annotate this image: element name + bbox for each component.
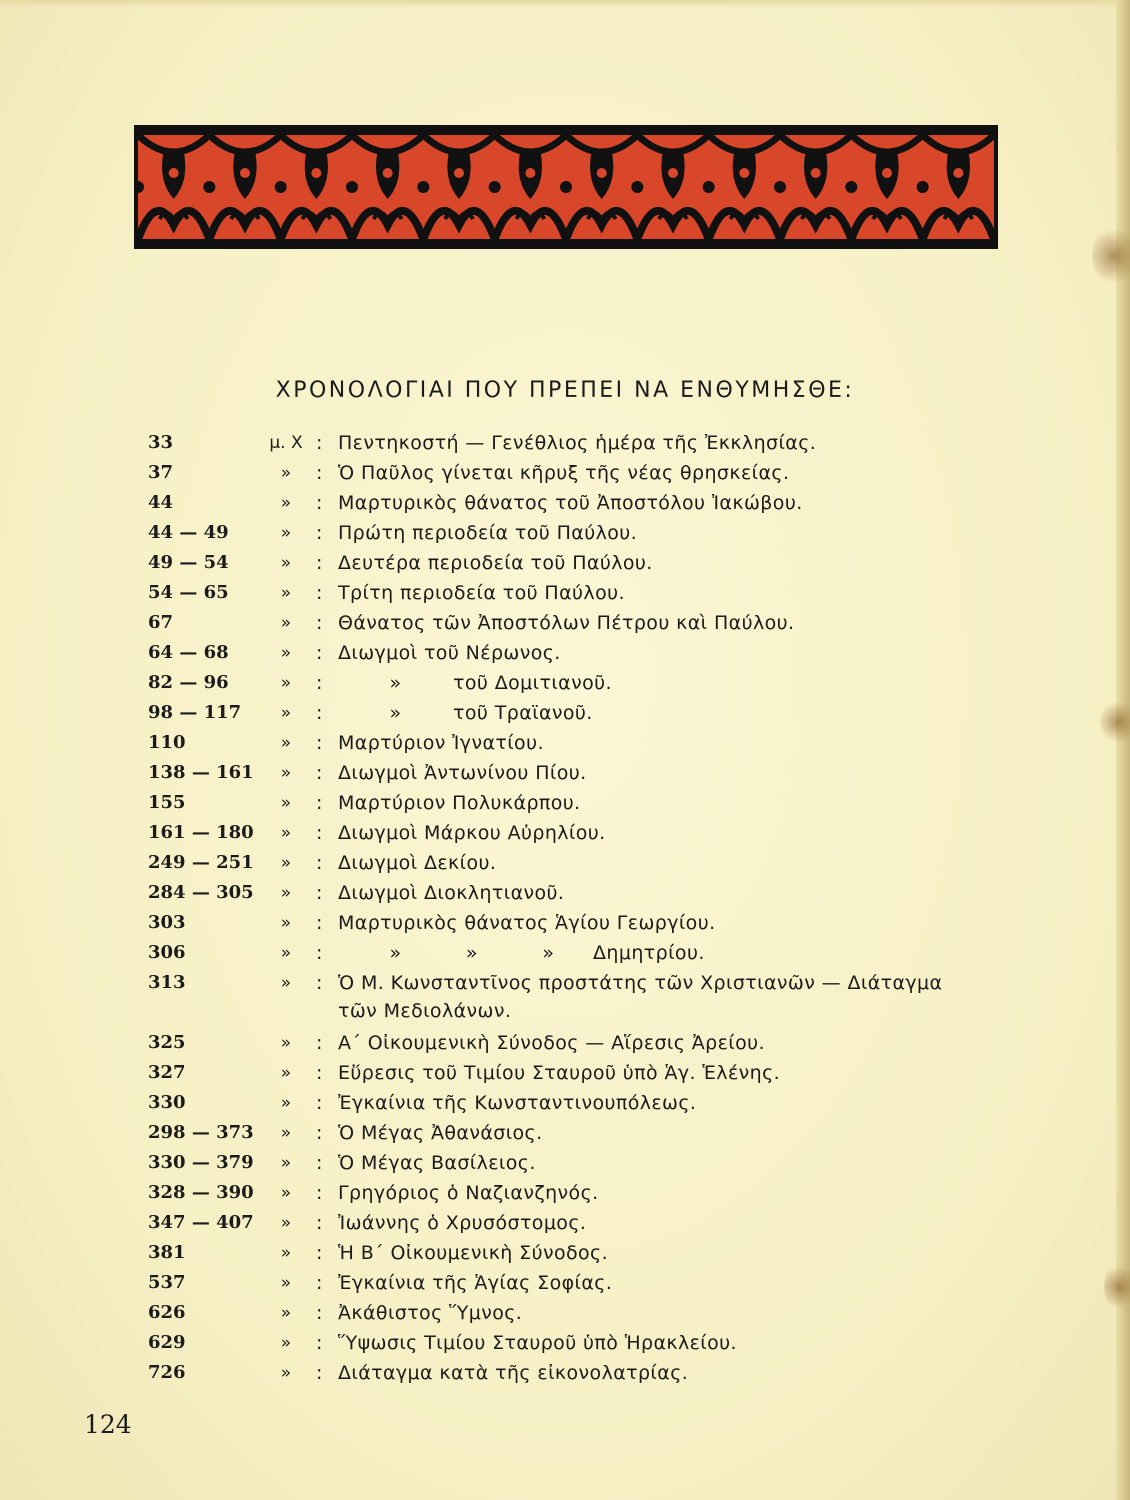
ornament-motif — [525, 168, 535, 178]
entry-era: » — [280, 1123, 292, 1143]
page-number: 124 — [84, 1410, 132, 1439]
entry-separator: : — [316, 1362, 323, 1384]
ornament-motif — [209, 135, 280, 152]
ornament-motif — [445, 213, 473, 219]
entry-event: Ὁ Μέγας Βασίλειος. — [338, 1152, 536, 1174]
ornament-motif — [489, 181, 501, 193]
entry-event: Διωγμοὶ Διοκλητιανοῦ. — [338, 882, 565, 904]
ornament-motif — [709, 135, 780, 152]
entry-event: Α΄ Οἰκουμενικὴ Σύνοδος — Αἵρεσις Ἀρείου. — [338, 1032, 765, 1054]
ornament-motif — [275, 181, 287, 193]
chronology-entry — [0, 668, 1130, 698]
entry-event: Μαρτυρικὸς θάνατος τοῦ Ἀποστόλου Ἰακώβου. — [338, 492, 803, 514]
ornament-motif — [631, 181, 643, 193]
entry-event: Γρηγόριος ὁ Ναζιανζηνός. — [338, 1182, 599, 1204]
entry-date: 306 — [148, 942, 186, 963]
entry-event: Θάνατος τῶν Ἀποστόλων Πέτρου καὶ Παύλου. — [338, 612, 795, 634]
foxing-stain — [1092, 226, 1130, 286]
ornament-motif — [417, 181, 429, 193]
chronology-entry — [0, 698, 1130, 728]
ornament-motif — [953, 168, 963, 178]
chronology-entry — [0, 908, 1130, 938]
ornament-motif — [240, 168, 250, 178]
chronology-entry — [0, 548, 1130, 578]
chronology-entry — [0, 488, 1130, 518]
entry-event: Ἐγκαίνια τῆς Κωνσταντινουπόλεως. — [338, 1092, 697, 1114]
entry-event: Μαρτύριον Πολυκάρπου. — [338, 792, 581, 814]
chronology-entry — [0, 728, 1130, 758]
ornament-motif — [560, 181, 572, 193]
ornament-motif — [383, 168, 393, 178]
entry-separator: : — [316, 822, 323, 844]
chronology-entry — [0, 758, 1130, 788]
entry-separator: : — [316, 1092, 323, 1114]
entry-separator: : — [316, 1182, 323, 1204]
chronology-entry — [0, 788, 1130, 818]
page-heading: ΧΡΟΝΟΛΟΓΙΑΙ ΠΟΥ ΠΡΕΠΕΙ ΝΑ ΕΝΘΥΜΗΣΘΕ: — [275, 378, 855, 403]
ornament-motif — [495, 211, 566, 239]
entry-date: 330 — 379 — [148, 1152, 254, 1173]
entry-event: Ἐγκαίνια τῆς Ἁγίας Σοφίας. — [338, 1272, 613, 1294]
entry-separator: : — [316, 1122, 323, 1144]
entry-era: » — [280, 643, 292, 663]
entry-separator: : — [316, 762, 323, 784]
ornament-motif — [851, 135, 922, 152]
decorative-ornament-band — [134, 125, 998, 249]
entry-separator: : — [316, 672, 323, 694]
ornament-motif — [352, 211, 423, 239]
chronology-entry — [0, 818, 1130, 848]
entry-era: » — [280, 583, 292, 603]
ornament-motif — [566, 135, 637, 152]
ornament-motif — [588, 213, 616, 219]
entry-event: Ὁ Μ. Κωνσταντῖνος προστάτης τῶν Χριστιανῶν — Διάταγμα τῶν Μεδιολάνων. — [338, 972, 943, 1022]
chronology-entry — [0, 968, 1130, 1028]
entry-era: » — [280, 853, 292, 873]
chronology-entry — [0, 1298, 1130, 1328]
entry-separator: : — [316, 552, 323, 574]
ornament-motif — [516, 213, 544, 219]
ornament-motif — [566, 211, 637, 239]
entry-event: Εὕρεσις τοῦ Τιμίου Σταυροῦ ὑπὸ Ἁγ. Ἑλένης. — [338, 1062, 781, 1084]
entry-era: » — [280, 1363, 292, 1383]
chronology-list — [0, 428, 1130, 1388]
ornament-motif — [374, 213, 402, 219]
entry-separator: : — [316, 852, 323, 874]
entry-event: Διωγμοὶ Δεκίου. — [338, 852, 497, 874]
ornament-motif — [668, 168, 678, 178]
ornament-motif — [739, 168, 749, 178]
entry-date: 327 — [148, 1062, 186, 1083]
entry-date: 155 — [148, 792, 186, 813]
chronology-entry — [0, 1148, 1130, 1178]
ornament-motif — [160, 213, 188, 219]
entry-separator: : — [316, 1302, 323, 1324]
ornament-motif — [780, 211, 851, 239]
entry-era: » — [280, 1093, 292, 1113]
ornament-motif — [311, 168, 321, 178]
entry-date: 726 — [148, 1362, 186, 1383]
entry-separator: : — [316, 612, 323, 634]
entry-event: Πεντηκοστή — Γενέθλιος ἡμέρα τῆς Ἐκκλησίας. — [338, 432, 817, 454]
entry-era: » — [280, 1063, 292, 1083]
entry-era: μ. Χ — [269, 433, 303, 453]
entry-separator: : — [316, 1152, 323, 1174]
chronology-entry — [0, 1268, 1130, 1298]
chronology-entry — [0, 938, 1130, 968]
entry-date: 44 — [148, 492, 174, 513]
ornament-motif — [138, 239, 994, 245]
entry-era: » — [280, 703, 292, 723]
ornament-motif — [780, 135, 851, 152]
entry-separator: : — [316, 522, 323, 544]
entry-separator: : — [316, 642, 323, 664]
entry-event: Μαρτυρικὸς θάνατος Ἁγίου Γεωργίου. — [338, 912, 716, 934]
entry-event: Ἰωάννης ὁ Χρυσόστομος. — [338, 1212, 587, 1234]
entry-date: 298 — 373 — [148, 1122, 254, 1143]
ornament-motif — [138, 181, 144, 193]
entry-date: 330 — [148, 1092, 186, 1113]
entry-date: 37 — [148, 462, 174, 483]
ornament-motif — [138, 211, 209, 239]
entry-era: » — [280, 493, 292, 513]
entry-date: 249 — 251 — [148, 852, 254, 873]
entry-separator: : — [316, 912, 323, 934]
chronology-entry — [0, 458, 1130, 488]
entry-date: 303 — [148, 912, 186, 933]
ornament-motif — [923, 135, 994, 152]
entry-era: » — [280, 1213, 292, 1233]
entry-separator: : — [316, 1332, 323, 1354]
ornament-motif — [302, 213, 330, 219]
chronology-entry — [0, 1358, 1130, 1388]
entry-era: » — [280, 1033, 292, 1053]
chronology-entry — [0, 518, 1130, 548]
entry-date: 33 — [148, 432, 174, 453]
entry-date: 313 — [148, 972, 186, 993]
chronology-entry — [0, 848, 1130, 878]
ornament-motif — [281, 211, 352, 239]
entry-era: » — [280, 1303, 292, 1323]
ornament-motif — [203, 181, 215, 193]
entry-event: Ὁ Παῦλος γίνεται κῆρυξ τῆς νέας θρησκείας. — [338, 462, 790, 484]
ornament-motif — [597, 168, 607, 178]
entry-event: Διωγμοὶ τοῦ Νέρωνος. — [338, 642, 561, 664]
entry-era: » — [280, 1333, 292, 1353]
ornament-motif — [802, 213, 830, 219]
entry-era: » — [280, 763, 292, 783]
ornament-motif — [845, 181, 857, 193]
entry-date: 328 — 390 — [148, 1182, 254, 1203]
entry-date: 626 — [148, 1302, 186, 1323]
ornament-motif — [138, 129, 994, 135]
ornament-motif — [709, 211, 780, 239]
entry-date: 67 — [148, 612, 174, 633]
entry-event: Μαρτύριον Ἰγνατίου. — [338, 732, 544, 754]
entry-event: Ἀκάθιστος Ὕμνος. — [338, 1302, 523, 1324]
chronology-entry — [0, 608, 1130, 638]
ornament-motif — [774, 181, 786, 193]
ornament-motif — [495, 135, 566, 152]
entry-separator: : — [316, 1062, 323, 1084]
ornament-motif — [637, 135, 708, 152]
entry-date: 82 — 96 — [148, 672, 229, 693]
entry-era: » — [280, 823, 292, 843]
entry-event: » τοῦ Δομιτιανοῦ. — [338, 672, 612, 694]
entry-separator: : — [316, 462, 323, 484]
chronology-entry — [0, 1118, 1130, 1148]
ornament-motif — [851, 211, 922, 239]
entry-event: Διάταγμα κατὰ τῆς εἰκονολατρίας. — [338, 1362, 689, 1384]
entry-event: Ὁ Μέγας Ἀθανάσιος. — [338, 1122, 543, 1144]
ornament-motif — [423, 211, 494, 239]
chronology-entry — [0, 1178, 1130, 1208]
ornament-motif — [138, 135, 209, 152]
entry-separator: : — [316, 432, 323, 454]
entry-separator: : — [316, 702, 323, 724]
chronology-entry — [0, 1328, 1130, 1358]
ornament-motif — [423, 135, 494, 152]
entry-separator: : — [316, 1032, 323, 1054]
entry-date: 629 — [148, 1332, 186, 1353]
entry-event: Πρώτη περιοδεία τοῦ Παύλου. — [338, 522, 638, 544]
entry-separator: : — [316, 792, 323, 814]
entry-era: » — [280, 613, 292, 633]
ornament-motif — [944, 213, 972, 219]
entry-event: Διωγμοὶ Μάρκου Αὐρηλίου. — [338, 822, 606, 844]
entry-date: 44 — 49 — [148, 522, 229, 543]
entry-era: » — [280, 1183, 292, 1203]
entry-date: 54 — 65 — [148, 582, 229, 603]
entry-separator: : — [316, 732, 323, 754]
entry-separator: : — [316, 972, 323, 994]
chronology-entry — [0, 1088, 1130, 1118]
entry-separator: : — [316, 1212, 323, 1234]
ornament-motif — [917, 181, 929, 193]
chronology-entry — [0, 1058, 1130, 1088]
ornament-motif — [873, 213, 901, 219]
entry-separator: : — [316, 882, 323, 904]
chronology-entry — [0, 878, 1130, 908]
ornament-motif — [882, 168, 892, 178]
entry-era: » — [280, 1153, 292, 1173]
entry-event: Δευτέρα περιοδεία τοῦ Παύλου. — [338, 552, 653, 574]
ornament-motif — [703, 181, 715, 193]
entry-date: 110 — [148, 732, 186, 753]
ornament-motif — [811, 168, 821, 178]
entry-event: » τοῦ Τραϊανοῦ. — [338, 702, 593, 724]
entry-era: » — [280, 793, 292, 813]
page-top-edge — [0, 0, 1130, 8]
entry-era: » — [280, 913, 292, 933]
ornament-motif — [169, 168, 179, 178]
ornament-motif — [637, 211, 708, 239]
entry-date: 49 — 54 — [148, 552, 229, 573]
entry-date: 381 — [148, 1242, 186, 1263]
chronology-entry — [0, 1028, 1130, 1058]
entry-separator: : — [316, 1272, 323, 1294]
ornament-motif — [281, 135, 352, 152]
entry-date: 347 — 407 — [148, 1212, 254, 1233]
entry-separator: : — [316, 1242, 323, 1264]
chronology-entry — [0, 428, 1130, 458]
chronology-entry — [0, 638, 1130, 668]
chronology-entry — [0, 1238, 1130, 1268]
ornament-pattern — [138, 129, 994, 245]
entry-date: 161 — 180 — [148, 822, 254, 843]
entry-era: » — [280, 733, 292, 753]
ornament-motif — [231, 213, 259, 219]
entry-date: 138 — 161 — [148, 762, 254, 783]
ornament-motif — [352, 135, 423, 152]
entry-era: » — [280, 523, 292, 543]
entry-date: 325 — [148, 1032, 186, 1053]
entry-event: Τρίτη περιοδεία τοῦ Παύλου. — [338, 582, 625, 604]
ornament-motif — [923, 211, 994, 239]
entry-era: » — [280, 943, 292, 963]
chronology-entry — [0, 578, 1130, 608]
entry-era: » — [280, 883, 292, 903]
entry-era: » — [280, 1273, 292, 1293]
entry-separator: : — [316, 582, 323, 604]
entry-date: 284 — 305 — [148, 882, 254, 903]
ornament-motif — [730, 213, 758, 219]
entry-event: Ὕψωσις Τιμίου Σταυροῦ ὑπὸ Ἡρακλείου. — [338, 1332, 737, 1354]
ornament-motif — [659, 213, 687, 219]
entry-date: 64 — 68 — [148, 642, 229, 663]
entry-event: » » » Δημητρίου. — [338, 942, 705, 964]
entry-era: » — [280, 553, 292, 573]
entry-era: » — [280, 463, 292, 483]
entry-era: » — [280, 973, 292, 993]
ornament-motif — [346, 181, 358, 193]
ornament-motif — [209, 211, 280, 239]
chronology-entry — [0, 1208, 1130, 1238]
entry-era: » — [280, 673, 292, 693]
entry-separator: : — [316, 942, 323, 964]
entry-era: » — [280, 1243, 292, 1263]
entry-date: 537 — [148, 1272, 186, 1293]
entry-separator: : — [316, 492, 323, 514]
entry-event: Ἡ Β΄ Οἰκουμενικὴ Σύνοδος. — [338, 1242, 609, 1264]
entry-date: 98 — 117 — [148, 702, 242, 723]
ornament-motif — [454, 168, 464, 178]
entry-event: Διωγμοὶ Ἀντωνίνου Πίου. — [338, 762, 587, 784]
